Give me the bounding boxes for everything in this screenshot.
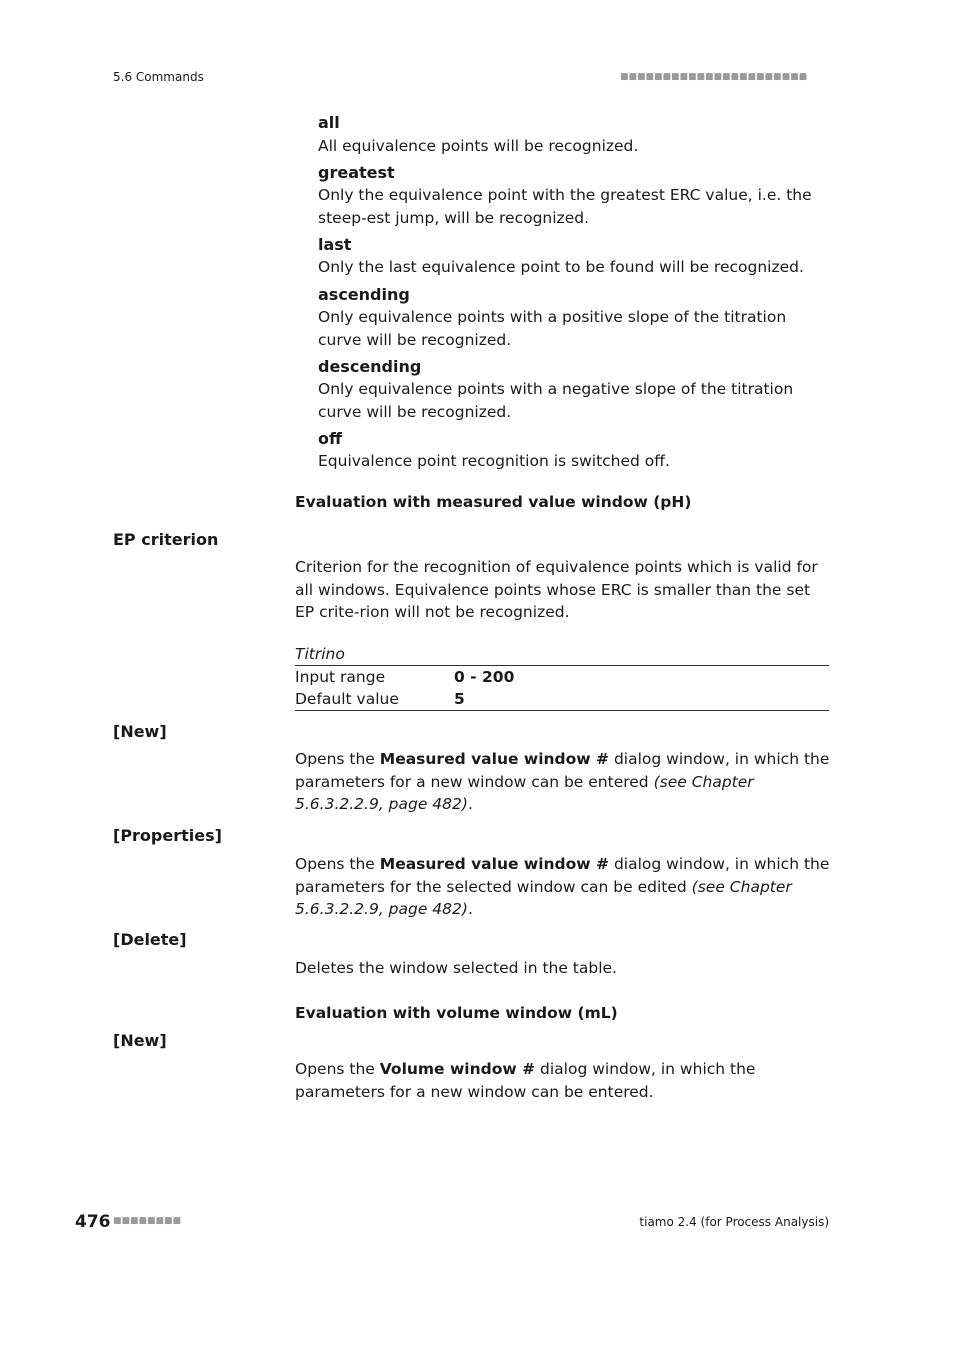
option-term-all: all [318,113,340,132]
option-desc-all: All equivalence points will be recognized. [318,137,639,155]
param-desc-ep-criterion: Criterion for the recognition of equivalence points which is valid for all windows. Equivalence points whose ERC is smaller than the set EP crite-rion will not be recognized. [295,558,818,621]
text-run: Opens the [295,1060,380,1078]
dialog-name: Measured value window # [379,750,610,768]
footer-decoration: ■■■■■■■■ [113,1216,182,1226]
chapter-reference[interactable]: (see Chapter 5.6.3.2.2.9, page 482) [295,772,754,813]
table-value: 0 - 200 [454,668,515,686]
table-row [295,666,829,688]
option-term-greatest: greatest [318,163,395,182]
footer-product: tiamo 2.4 (for Process Analysis) [639,1215,829,1229]
text-run: dialog window, in which the parameters for the selected window can be edited [295,855,830,896]
table-value: 5 [454,690,465,708]
option-desc-descending: Only equivalence points with a negative slope of the titration curve will be recognized. [318,380,794,421]
option-desc-off: Equivalence point recognition is switched off. [318,452,670,470]
button-label-properties: [Properties] [113,826,222,845]
section-heading-volume-window: Evaluation with volume window (mL) [295,1004,618,1022]
dialog-name: Measured value window # [379,855,610,873]
page-number: 476 [75,1212,111,1232]
option-term-descending: descending [318,357,422,376]
table-key: Input range [295,668,386,686]
dialog-name: Volume window # [379,1060,536,1078]
button-desc-properties [295,853,830,921]
table-caption: Titrino [295,645,345,663]
text-run: dialog window, in which the parameters for a new window can be entered. [295,1060,756,1101]
button-label-new: [New] [113,722,167,741]
button-label-delete: [Delete] [113,930,187,949]
chapter-reference[interactable]: (see Chapter 5.6.3.2.2.9, page 482) [295,877,792,918]
option-term-off: off [318,429,342,448]
option-term-ascending: ascending [318,285,410,304]
text-run: Opens the [295,855,380,873]
text-run: . [467,795,473,813]
table-row [295,688,829,710]
text-run: . [467,900,473,918]
option-term-last: last [318,235,352,254]
header-decoration: ■■■■■■■■■■■■■■■■■■■■■■ [620,72,808,82]
param-label-ep-criterion: EP criterion [113,530,219,549]
section-heading-measured-value-window: Evaluation with measured value window (pH) [295,493,692,511]
button-desc-new [295,748,830,816]
option-desc-greatest: Only the equivalence point with the greatest ERC value, i.e. the steep-est jump, will be recognized. [318,186,812,227]
button-desc-delete: Deletes the window selected in the table. [295,959,617,977]
option-desc-last: Only the last equivalence point to be found will be recognized. [318,258,804,276]
button-label-new-volume: [New] [113,1031,167,1050]
text-run: dialog window, in which the parameters for a new window can be entered [295,750,830,791]
table-key: Default value [295,690,399,708]
button-desc-new-volume [295,1058,830,1103]
running-header-section: 5.6 Commands [113,70,204,84]
parameter-table [295,644,829,711]
option-desc-ascending: Only equivalence points with a positive slope of the titration curve will be recognized. [318,308,787,349]
table-bottom-rule [295,710,829,711]
text-run: Opens the [295,750,380,768]
